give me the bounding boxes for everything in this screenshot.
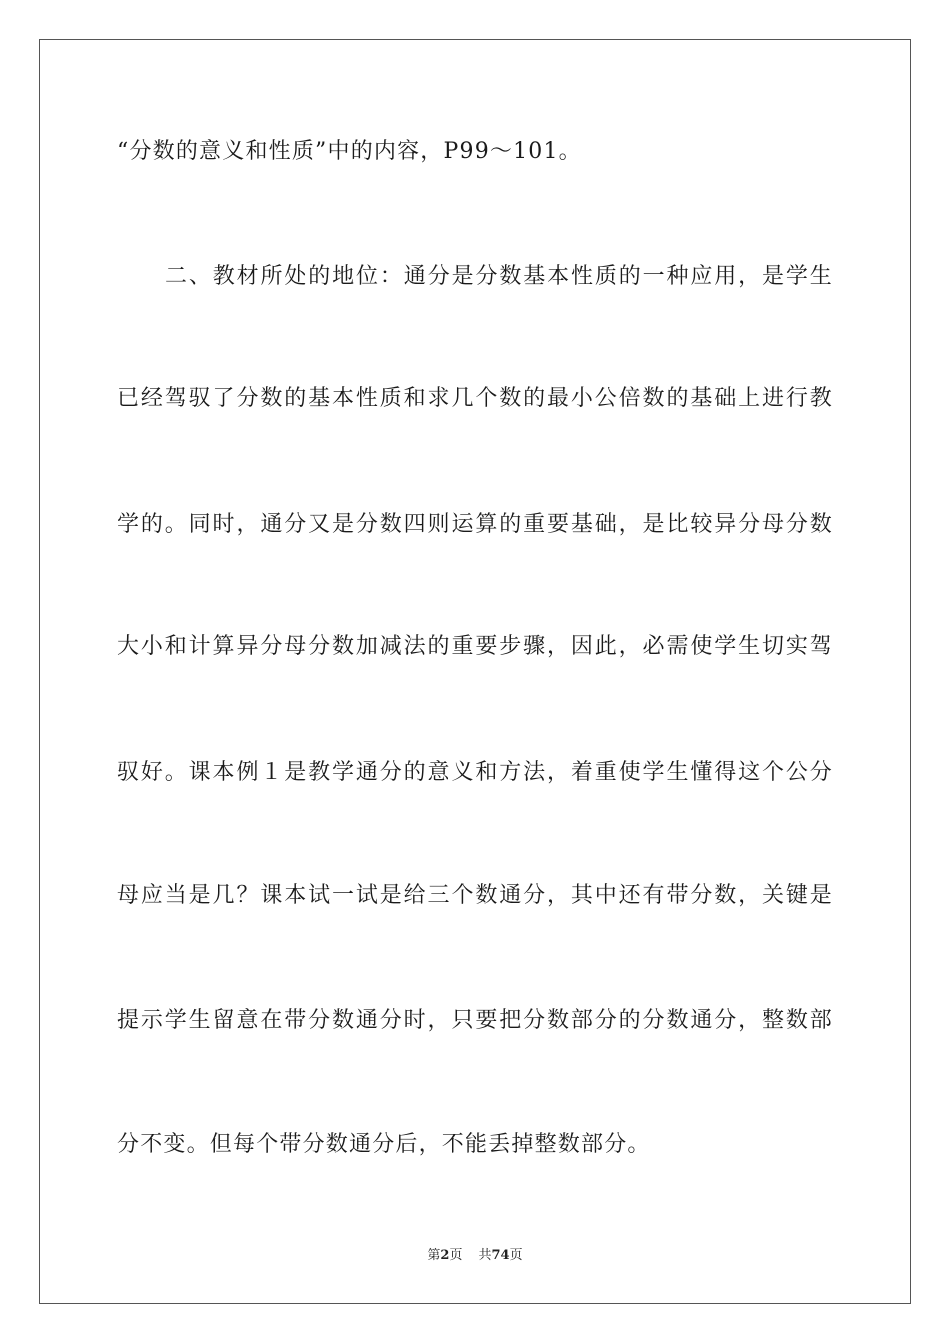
body-line-1: “分数的意义和性质”中的内容，P99～101。: [117, 139, 582, 164]
total-pages: 74: [491, 1248, 510, 1263]
body-line-7: 母应当是几？课本试一试是给三个数通分，其中还有带分数，关键是: [117, 883, 833, 908]
page-prefix: 第: [427, 1248, 441, 1263]
page-border: [39, 39, 911, 1304]
total-suffix: 页: [509, 1248, 523, 1263]
total-prefix: 共: [478, 1248, 492, 1263]
page-footer: [0, 1247, 950, 1265]
body-line-6: 驭好。课本例１是教学通分的意义和方法，着重使学生懂得这个公分: [117, 760, 833, 785]
body-line-4: 学的。同时，通分又是分数四则运算的重要基础，是比较异分母分数: [117, 512, 833, 537]
page-suffix: 页: [449, 1248, 463, 1263]
body-line-5: 大小和计算异分母分数加减法的重要步骤，因此，必需使学生切实驾: [117, 634, 833, 659]
body-line-8: 提示学生留意在带分数通分时，只要把分数部分的分数通分，整数部: [117, 1008, 833, 1033]
body-line-2: 二、教材所处的地位：通分是分数基本性质的一种应用，是学生: [165, 264, 833, 289]
page-number: 2: [440, 1248, 450, 1263]
body-line-3: 已经驾驭了分数的基本性质和求几个数的最小公倍数的基础上进行教: [117, 386, 833, 411]
body-line-9: 分不变。但每个带分数通分后，不能丢掉整数部分。: [117, 1132, 651, 1157]
